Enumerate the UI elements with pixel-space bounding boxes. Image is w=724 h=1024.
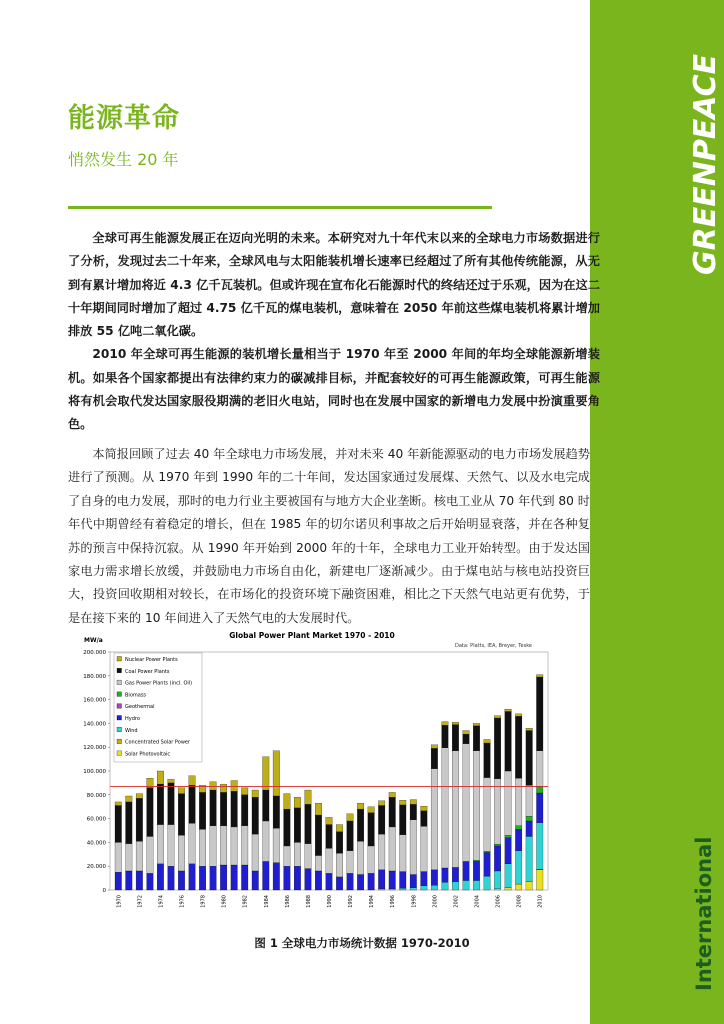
bar-segment bbox=[368, 807, 375, 813]
bar-segment bbox=[526, 836, 533, 881]
figure-caption: 图 1 全球电力市场统计数据 1970-2010 bbox=[254, 936, 470, 950]
bar-segment bbox=[484, 739, 491, 743]
bar-segment bbox=[515, 829, 522, 850]
bar-segment bbox=[263, 861, 270, 890]
logo-text: GREENPEACE bbox=[688, 53, 723, 275]
bar-segment bbox=[231, 781, 238, 792]
bar-segment bbox=[284, 809, 291, 846]
bar-segment bbox=[136, 871, 143, 890]
bar-segment bbox=[484, 778, 491, 852]
bar-segment bbox=[147, 873, 154, 890]
bar-segment bbox=[273, 796, 280, 828]
bar-segment bbox=[378, 834, 385, 870]
legend-swatch bbox=[117, 692, 122, 697]
bar-segment bbox=[484, 851, 491, 852]
bar-segment bbox=[515, 884, 522, 890]
bar-segment bbox=[515, 716, 522, 778]
bar-segment bbox=[178, 871, 185, 890]
bar-segment bbox=[115, 842, 122, 872]
bar-segment bbox=[431, 769, 438, 870]
bar-segment bbox=[189, 823, 196, 863]
bar-segment bbox=[210, 790, 217, 826]
bar-segment bbox=[168, 825, 175, 867]
bar-segment bbox=[347, 851, 354, 874]
bar-segment bbox=[494, 846, 501, 871]
bar-segment bbox=[273, 828, 280, 863]
bar-segment bbox=[463, 744, 470, 862]
y-tick-label: 60.000 bbox=[86, 816, 106, 823]
bar-segment bbox=[189, 776, 196, 786]
bar-segment bbox=[347, 873, 354, 890]
legend-label: Hydro bbox=[125, 716, 140, 722]
x-tick-label: 1984 bbox=[263, 895, 270, 908]
legend-swatch bbox=[117, 668, 122, 673]
bar-segment bbox=[442, 868, 449, 882]
bar-segment bbox=[536, 677, 543, 751]
bar-segment bbox=[452, 722, 459, 724]
bar-segment bbox=[494, 889, 501, 890]
title-divider bbox=[68, 206, 492, 209]
bar-segment bbox=[421, 806, 428, 811]
x-tick-label: 2002 bbox=[453, 895, 460, 908]
x-tick-label: 2006 bbox=[495, 895, 502, 908]
bar-segment bbox=[368, 846, 375, 873]
bar-segment bbox=[199, 792, 206, 829]
bar-segment bbox=[189, 864, 196, 890]
bar-segment bbox=[421, 886, 428, 890]
bar-segment bbox=[431, 745, 438, 749]
legend-swatch bbox=[117, 751, 122, 756]
legend-label: Solar Photovoltaic bbox=[125, 751, 171, 758]
bar-segment bbox=[505, 771, 512, 835]
bar-segment bbox=[241, 788, 248, 795]
bar-segment bbox=[147, 788, 154, 837]
y-tick-label: 40.000 bbox=[86, 840, 106, 847]
bar-segment bbox=[220, 792, 227, 825]
bar-segment bbox=[168, 866, 175, 890]
bar-segment bbox=[136, 798, 143, 841]
bar-segment bbox=[315, 855, 322, 870]
bar-segment bbox=[273, 751, 280, 796]
bar-segment bbox=[452, 882, 459, 890]
bar-segment bbox=[378, 806, 385, 835]
bar-segment bbox=[505, 835, 512, 837]
bar-segment bbox=[410, 888, 417, 890]
bar-segment bbox=[536, 786, 543, 793]
bar-segment bbox=[399, 835, 406, 872]
y-tick-label: 140.000 bbox=[83, 721, 106, 728]
bar-segment bbox=[294, 797, 301, 808]
bar-segment bbox=[231, 865, 238, 890]
legend-label: Biomass bbox=[125, 692, 147, 699]
bar-segment bbox=[252, 871, 259, 890]
bar-segment bbox=[294, 842, 301, 866]
y-tick-label: 0 bbox=[102, 888, 106, 894]
bar-segment bbox=[494, 716, 501, 718]
bar-segment bbox=[515, 714, 522, 716]
chart-title: Global Power Plant Market 1970 - 2010 bbox=[229, 631, 395, 640]
bar-segment bbox=[515, 851, 522, 884]
bar-segment bbox=[147, 836, 154, 873]
page-title: 能源革命 bbox=[68, 103, 180, 134]
legend-label: Wind bbox=[125, 727, 138, 734]
bar-segment bbox=[389, 792, 396, 797]
legend-label: Coal Power Plants bbox=[125, 668, 170, 675]
bar-segment bbox=[410, 800, 417, 805]
bar-segment bbox=[126, 796, 133, 802]
x-tick-label: 1974 bbox=[158, 895, 165, 908]
y-tick-label: 180.000 bbox=[83, 673, 106, 680]
international-text: International bbox=[692, 836, 716, 991]
bar-segment bbox=[326, 817, 333, 824]
bar-segment bbox=[473, 726, 480, 751]
bar-segment bbox=[463, 861, 470, 880]
bar-segment bbox=[357, 875, 364, 890]
bar-segment bbox=[494, 871, 501, 889]
bar-segment bbox=[452, 867, 459, 881]
bar-segment bbox=[526, 882, 533, 890]
x-tick-label: 1996 bbox=[390, 895, 397, 908]
bar-segment bbox=[315, 803, 322, 815]
bar-segment bbox=[157, 864, 164, 890]
bar-segment bbox=[526, 731, 533, 786]
bar-segment bbox=[210, 866, 217, 890]
bar-segment bbox=[336, 877, 343, 890]
bar-segment bbox=[526, 821, 533, 836]
bar-segment bbox=[126, 844, 133, 871]
x-tick-label: 1994 bbox=[369, 895, 376, 908]
bar-segment bbox=[326, 825, 333, 849]
bar-segment bbox=[463, 734, 470, 744]
bar-segment bbox=[336, 825, 343, 832]
bar-segment bbox=[526, 728, 533, 730]
bar-segment bbox=[263, 790, 270, 821]
bar-segment bbox=[126, 802, 133, 844]
bar-segment bbox=[178, 794, 185, 836]
bar-segment bbox=[473, 880, 480, 890]
legend-swatch bbox=[117, 739, 122, 744]
bar-segment bbox=[157, 784, 164, 824]
intro-section bbox=[68, 227, 600, 437]
x-tick-label: 1970 bbox=[116, 895, 123, 908]
bar-segment bbox=[484, 743, 491, 778]
power-market-chart bbox=[80, 628, 552, 918]
bar-segment bbox=[115, 872, 122, 890]
bar-segment bbox=[484, 853, 491, 877]
bar-segment bbox=[305, 869, 312, 890]
bar-segment bbox=[284, 846, 291, 866]
bar-segment bbox=[168, 783, 175, 825]
bar-segment bbox=[210, 782, 217, 790]
bar-segment bbox=[399, 888, 406, 890]
bar-segment bbox=[252, 790, 259, 797]
bar-segment bbox=[210, 826, 217, 866]
bar-segment bbox=[442, 748, 449, 868]
bar-segment bbox=[284, 794, 291, 809]
bar-segment bbox=[505, 888, 512, 890]
bar-segment bbox=[526, 816, 533, 821]
x-tick-label: 2010 bbox=[537, 895, 544, 908]
bar-segment bbox=[357, 809, 364, 841]
x-tick-label: 1982 bbox=[242, 895, 249, 908]
bar-segment bbox=[410, 804, 417, 819]
greenpeace-logo bbox=[660, 30, 723, 275]
bar-segment bbox=[263, 757, 270, 790]
bar-segment bbox=[126, 871, 133, 890]
y-tick-label: 120.000 bbox=[83, 745, 106, 752]
bar-segment bbox=[536, 793, 543, 823]
x-tick-label: 1990 bbox=[327, 895, 333, 908]
bar-segment bbox=[505, 709, 512, 711]
intro-paragraph-1: 全球可再生能源发展正在迈向光明的未来。本研究对九十年代末以来的全球电力市场数据进行了分析，发现过去二十年来，全球风电与太阳能装机增长速率已经超过了所有其他传统能源，从无到有累计增加将近 4.3 亿千瓦装机。但或许现在宣布化石能源时代的终结还过于乐观，因为在这二十年期间同时增加了超过 4.75 亿千瓦的煤电装机，意味着在 2050 年前这些煤电装机将累计增加排放 55 亿吨二氧化碳。 bbox=[68, 231, 600, 339]
y-tick-label: 200.000 bbox=[83, 650, 106, 656]
bar-segment bbox=[357, 803, 364, 809]
bar-segment bbox=[505, 864, 512, 888]
page-subtitle: 悄然发生 20 年 bbox=[68, 150, 179, 169]
body-paragraph-1: 本简报回顾了过去 40 年全球电力市场发展，并对未来 40 年新能源驱动的电力市场发展趋势进行了预测。从 1970 年到 1990 年的二十年间，发达国家通过发展煤、天然气、以及水电完成了自身的电力发展，那时的电力行业主要被国有与地方大企业垄断。核电工业从 70 年代到 80 时年代中期曾经有着稳定的增长，但在 1985 年的切尔诺贝利事故之后开始明显衰落，并在各种复苏的预言中保持沉寂。从 1990 年开始到 2000 年的十年，全球电力工业开始转型。由于发达国家电力需求增长放缓，并鼓励电力市场自由化，新建电厂逐渐减少。由于煤电站与核电站投资巨大，投资回收期相对较长，在市场化的投资环境下融资困难，相比之下天然气电站更有优势，于是在接下来的 10 年间进入了天然气电的大发展时代。 bbox=[68, 447, 590, 625]
bar-segment bbox=[315, 871, 322, 890]
bar-segment bbox=[421, 872, 428, 886]
bar-segment bbox=[473, 723, 480, 725]
legend-label: Gas Power Plants (incl. Oil) bbox=[125, 680, 193, 687]
x-tick-label: 1992 bbox=[348, 895, 355, 908]
bar-segment bbox=[410, 820, 417, 875]
bar-segment bbox=[368, 873, 375, 890]
bar-segment bbox=[463, 731, 470, 735]
bar-segment bbox=[378, 870, 385, 889]
x-tick-label: 1986 bbox=[284, 895, 291, 908]
bar-segment bbox=[305, 844, 312, 869]
intro-paragraph-2: 2010 年全球可再生能源的装机增长量相当于 1970 年至 2000 年间的年均全球能源新增装机。如果各个国家都提出有法律约束力的碳减排目标，并配套较好的可再生能源政策，可再生能源将有机会取代发达国家服役期满的老旧火电站，同时也在发展中国家的新增电力发展中扮演重要角色。 bbox=[68, 347, 600, 432]
bar-segment bbox=[389, 871, 396, 889]
x-tick-label: 2008 bbox=[516, 895, 523, 908]
bar-segment bbox=[284, 866, 291, 890]
bar-segment bbox=[241, 795, 248, 826]
bar-segment bbox=[263, 821, 270, 861]
bar-segment bbox=[442, 725, 449, 748]
chart-subtitle: Data: Platts, IEA, Breyer, Teske bbox=[454, 643, 532, 649]
bar-segment bbox=[189, 785, 196, 823]
bar-segment bbox=[399, 805, 406, 835]
bar-segment bbox=[231, 827, 238, 865]
legend-swatch bbox=[117, 704, 122, 709]
international-label bbox=[668, 828, 716, 993]
bar-segment bbox=[357, 841, 364, 874]
bar-segment bbox=[536, 675, 543, 677]
bar-segment bbox=[389, 827, 396, 871]
bar-segment bbox=[115, 802, 122, 806]
x-tick-label: 1988 bbox=[305, 895, 312, 908]
legend-swatch bbox=[117, 727, 122, 732]
bar-segment bbox=[315, 815, 322, 855]
bar-segment bbox=[220, 865, 227, 890]
bar-segment bbox=[494, 779, 501, 844]
bar-segment bbox=[347, 814, 354, 821]
bar-segment bbox=[452, 751, 459, 868]
bar-segment bbox=[515, 826, 522, 830]
bar-segment bbox=[399, 872, 406, 889]
bar-segment bbox=[431, 748, 438, 768]
bar-segment bbox=[442, 722, 449, 726]
x-tick-label: 1998 bbox=[411, 895, 418, 908]
x-tick-label: 2004 bbox=[474, 895, 481, 908]
bar-segment bbox=[326, 873, 333, 890]
bar-segment bbox=[473, 861, 480, 880]
bar-segment bbox=[389, 797, 396, 827]
legend-label: Concentrated Solar Power bbox=[125, 739, 191, 746]
bar-segment bbox=[199, 866, 206, 890]
bar-segment bbox=[199, 829, 206, 866]
bar-segment bbox=[136, 794, 143, 799]
bar-segment bbox=[399, 800, 406, 805]
bar-segment bbox=[305, 790, 312, 804]
bar-segment bbox=[452, 725, 459, 751]
bar-segment bbox=[347, 821, 354, 851]
bar-segment bbox=[252, 797, 259, 834]
legend-swatch bbox=[117, 657, 122, 662]
body-section bbox=[68, 443, 590, 630]
bar-segment bbox=[410, 875, 417, 888]
x-tick-label: 1978 bbox=[200, 895, 207, 908]
bar-segment bbox=[336, 853, 343, 877]
bar-segment bbox=[231, 791, 238, 827]
bar-segment bbox=[505, 712, 512, 772]
bar-segment bbox=[241, 865, 248, 890]
bar-segment bbox=[157, 825, 164, 864]
bar-segment bbox=[536, 870, 543, 890]
bar-segment bbox=[294, 808, 301, 843]
bar-segment bbox=[168, 779, 175, 783]
bar-segment bbox=[536, 823, 543, 869]
bar-segment bbox=[294, 866, 301, 890]
bar-segment bbox=[431, 885, 438, 890]
bar-segment bbox=[473, 860, 480, 861]
bar-segment bbox=[389, 889, 396, 890]
x-tick-label: 2000 bbox=[432, 895, 439, 908]
bar-segment bbox=[305, 804, 312, 843]
bar-segment bbox=[515, 778, 522, 826]
legend-label: Nuclear Power Plants bbox=[125, 657, 178, 663]
y-tick-label: 20.000 bbox=[86, 864, 106, 871]
bar-segment bbox=[336, 832, 343, 853]
y-axis-label: MW/a bbox=[84, 637, 103, 644]
bar-segment bbox=[178, 788, 185, 794]
x-tick-label: 1972 bbox=[137, 895, 144, 908]
bar-segment bbox=[136, 841, 143, 871]
bar-segment bbox=[252, 834, 259, 871]
bar-segment bbox=[326, 848, 333, 873]
bar-segment bbox=[431, 870, 438, 885]
bar-segment bbox=[494, 844, 501, 846]
bar-segment bbox=[505, 838, 512, 864]
bar-segment bbox=[378, 889, 385, 890]
bar-segment bbox=[421, 811, 428, 826]
bar-segment bbox=[220, 826, 227, 865]
y-tick-label: 160.000 bbox=[83, 697, 106, 704]
bar-segment bbox=[463, 880, 470, 890]
bar-segment bbox=[220, 784, 227, 792]
bar-segment bbox=[273, 863, 280, 890]
bar-segment bbox=[484, 876, 491, 890]
x-tick-label: 1980 bbox=[221, 895, 228, 908]
bar-segment bbox=[378, 801, 385, 806]
bar-segment bbox=[473, 751, 480, 860]
bar-segment bbox=[536, 751, 543, 787]
bar-segment bbox=[115, 806, 122, 843]
legend-label: Geothermal bbox=[125, 704, 155, 711]
bar-segment bbox=[241, 826, 248, 865]
x-tick-label: 1976 bbox=[179, 895, 186, 908]
bar-segment bbox=[368, 813, 375, 846]
bar-segment bbox=[526, 785, 533, 816]
bar-segment bbox=[494, 718, 501, 779]
chart-svg bbox=[80, 628, 552, 918]
y-tick-label: 80.000 bbox=[86, 792, 106, 799]
bar-segment bbox=[157, 771, 164, 784]
bar-segment bbox=[421, 826, 428, 871]
bar-segment bbox=[442, 882, 449, 890]
legend-swatch bbox=[117, 680, 122, 685]
legend-swatch bbox=[117, 716, 122, 721]
y-tick-label: 100.000 bbox=[83, 769, 106, 775]
bar-segment bbox=[178, 835, 185, 871]
